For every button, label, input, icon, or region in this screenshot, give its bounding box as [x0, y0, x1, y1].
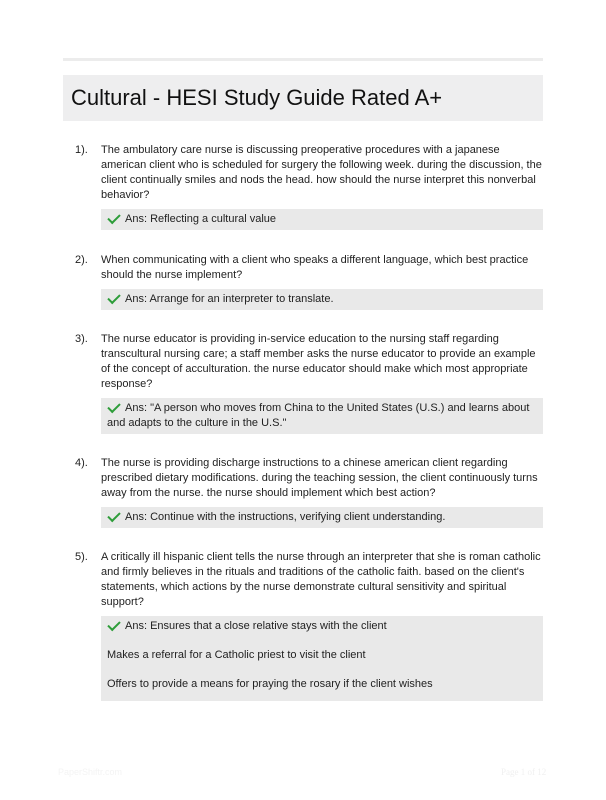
checkmark-icon: [107, 291, 120, 304]
top-divider: [63, 58, 543, 61]
answer-box: [101, 209, 543, 230]
checkmark-icon: [107, 509, 120, 522]
question-number: 4).: [75, 457, 88, 469]
question-text: The ambulatory care nurse is discussing preoperative procedures with a japanese american client who is scheduled for surgery the following week. during the discussion, the client continually smiles and nods the head. how should the nurse interpret this nonverbal behavior?: [101, 144, 542, 201]
answer-line: [107, 291, 537, 308]
answer-box: [101, 507, 543, 528]
answer-option: Makes a referral for a Catholic priest to visit the client: [107, 649, 366, 661]
question-number: 5).: [75, 551, 88, 563]
question-text: The nurse educator is providing in-service education to the nursing staff regarding transcultural nursing care; a staff member asks the nurse educator to provide an example of the concept of acculturation. the nurse educator should make which most appropriate response?: [101, 333, 536, 390]
question-number: 2).: [75, 254, 88, 266]
answer-text: Ans: Reflecting a cultural value: [125, 213, 277, 225]
answer-line: [107, 618, 537, 641]
answer-text: Ans: Continue with the instructions, verifying client understanding.: [125, 511, 446, 523]
question-text: The nurse is providing discharge instructions to a chinese american client regarding prescribed dietary modifications. during the teaching session, the client continuously turns away from the nurse. the nurse should implement which best action?: [101, 457, 538, 499]
title-banner: [63, 75, 543, 121]
answer-text: Ans: "A person who moves from China to the United States (U.S.) and learns about and adapts to the culture in the U.S.": [107, 402, 530, 429]
footer-watermark: PaperShiftr.com: [58, 767, 123, 777]
answer-line: [107, 509, 537, 526]
page-number: Page 1 of 12: [501, 767, 547, 777]
answer-box: [101, 398, 543, 434]
question-item: [63, 550, 543, 701]
answer-text: Ans: Ensures that a close relative stays with the client: [125, 620, 387, 632]
question-text: When communicating with a client who speaks a different language, which best practice should the nurse implement?: [101, 254, 529, 281]
answer-line: [107, 400, 537, 432]
question-number: 3).: [75, 333, 88, 345]
question-item: [63, 143, 543, 230]
answer-box: [101, 289, 543, 310]
answer-line: [107, 211, 537, 228]
answer-option: Offers to provide a means for praying the rosary if the client wishes: [107, 678, 433, 690]
checkmark-icon: [107, 618, 120, 631]
question-item: [63, 332, 543, 434]
checkmark-icon: [107, 400, 120, 413]
question-item: [63, 253, 543, 310]
question-item: [63, 456, 543, 528]
question-text: A critically ill hispanic client tells the nurse through an interpreter that she is roman catholic and firmly believes in the rituals and traditions of the catholic faith. based on the client's statements, which actions by the nurse demonstrate cultural sensitivity and spiritual support?: [101, 551, 541, 608]
answer-box: [101, 616, 543, 701]
question-list: [63, 143, 543, 701]
checkmark-icon: [107, 211, 120, 224]
document-title: Cultural - HESI Study Guide Rated A+: [71, 85, 443, 110]
answer-text: Ans: Arrange for an interpreter to translate.: [125, 293, 334, 305]
question-number: 1).: [75, 144, 88, 156]
